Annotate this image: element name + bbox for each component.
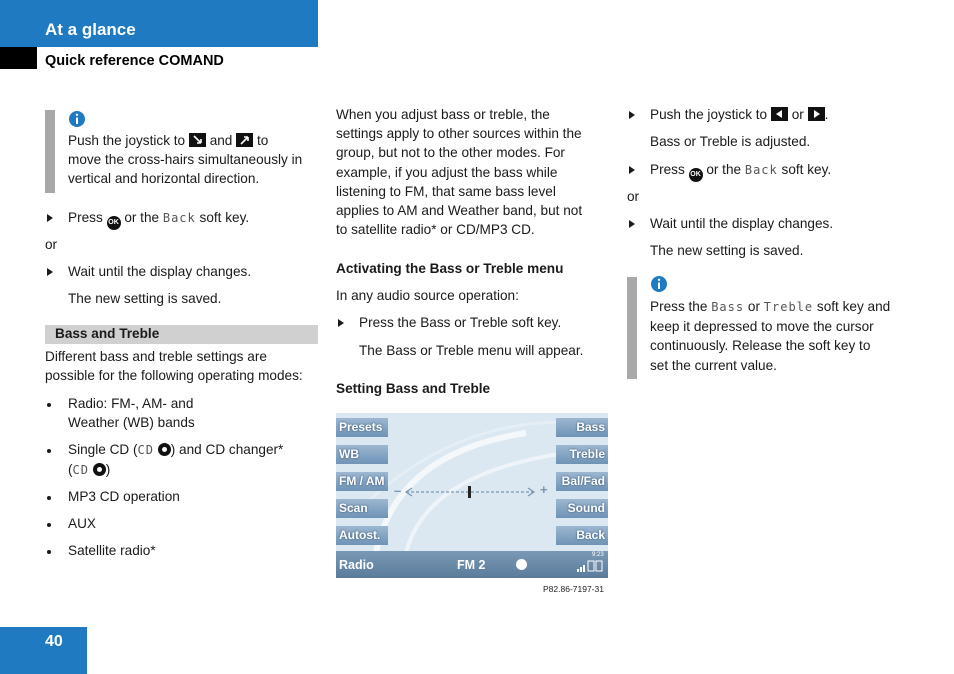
bullet-dot <box>47 403 51 407</box>
ok-button-icon: OK <box>107 216 121 230</box>
heading-activating: Activating the Bass or Treble menu <box>336 261 564 276</box>
joystick-diag-up-icon <box>236 133 253 147</box>
info-text: to <box>256 133 269 148</box>
back-softkey-label: Back <box>162 211 196 225</box>
info-text: vertical and horizontal direction. <box>68 171 260 187</box>
display-softkey-back: Back <box>556 526 608 545</box>
display-status-bar <box>336 551 608 578</box>
step-wait: Wait until the display changes. <box>68 264 252 279</box>
step-menu-appears: The Bass or Treble menu will appear. <box>359 343 584 358</box>
joystick-right-icon <box>808 107 825 121</box>
step-wait: Wait until the display changes. <box>650 216 834 231</box>
step-arrow-icon <box>629 111 635 119</box>
display-softkey-presets: Presets <box>336 418 388 437</box>
mode-radio: Radio: FM-, AM- and Weather (WB) bands <box>68 396 195 431</box>
mode-satellite: Satellite radio* <box>68 543 156 558</box>
page-number: 40 <box>45 633 63 650</box>
info-icon <box>68 110 86 128</box>
display-softkey-sound: Sound <box>556 499 608 518</box>
joystick-left-icon <box>771 107 788 121</box>
bass-treble-explanation: When you adjust bass or treble, the settings apply to other sources within the group, but not to the other modes. For example, if you adjust the bass while listening to FM, that same bass level applies to AM and Weather band, but not to satellite radio* or CD/MP3 CD. <box>336 107 583 238</box>
display-band-label: FM 2 <box>457 558 486 572</box>
bullet-dot <box>47 523 51 527</box>
display-softkey-bass: Bass <box>556 418 608 437</box>
display-softkey-balfad: Bal/Fad <box>556 472 608 491</box>
section-title: Bass and Treble <box>55 326 160 341</box>
step-result: The new setting is saved. <box>68 291 222 306</box>
mode-cd: Single CD (CD ) and CD changer* (CD ) <box>68 442 284 478</box>
or-text: or <box>627 189 640 204</box>
info-note-2: Press the Bass or Treble soft key and keep it depressed to move the cursor continuously. Release the soft key to set the current value. <box>650 299 891 373</box>
step-arrow-icon <box>47 268 53 276</box>
info-bar <box>45 110 55 193</box>
step-press-bass: Press the Bass or Treble soft key. <box>359 315 562 330</box>
step-press-back: Press OK or the Back soft key. <box>68 208 249 230</box>
ok-button-icon: OK <box>689 168 703 182</box>
info-text: and <box>209 133 233 148</box>
page-title: At a glance <box>45 20 136 39</box>
back-softkey-label: Back <box>744 163 778 177</box>
joystick-diag-down-icon <box>189 133 206 147</box>
cd-icon <box>158 443 171 456</box>
bullet-dot <box>47 449 51 453</box>
signal-strength-icon <box>577 560 605 572</box>
slider-plus: + <box>540 482 548 497</box>
step-result: Bass or Treble is adjusted. <box>650 134 811 149</box>
step-arrow-icon <box>629 166 635 174</box>
mode-mp3: MP3 CD operation <box>68 489 180 504</box>
slider-minus: – <box>394 483 402 498</box>
cd-changer-icon <box>93 463 106 476</box>
info-bar <box>627 277 637 379</box>
page-number-box <box>0 627 87 674</box>
step-press-back: Press OK or the Back soft key. <box>650 160 831 182</box>
comand-display-image <box>336 413 608 578</box>
display-softkey-scan: Scan <box>336 499 388 518</box>
bass-softkey-label: Bass <box>711 300 745 314</box>
info-text: Push the joystick to <box>68 133 186 148</box>
bullet-dot <box>47 496 51 500</box>
display-disc-icon <box>516 559 527 570</box>
modes-intro: Different bass and treble settings are possible for the following operating modes: <box>45 349 303 384</box>
step-push-joystick: Push the joystick to or . <box>650 107 829 122</box>
display-clock: 9:23 <box>592 552 604 558</box>
or-text: or <box>45 237 58 252</box>
subtitle-marker <box>0 47 37 69</box>
mode-aux: AUX <box>68 516 96 531</box>
display-softkey-treble: Treble <box>556 445 608 464</box>
display-source-label: Radio <box>339 558 374 572</box>
display-softkey-wb: WB <box>336 445 388 464</box>
info-note-1 <box>68 131 318 189</box>
heading-setting: Setting Bass and Treble <box>336 381 491 396</box>
step-arrow-icon <box>629 220 635 228</box>
treble-softkey-label: Treble <box>763 300 814 314</box>
display-softkey-fmam: FM / AM <box>336 472 388 491</box>
bullet-dot <box>47 550 51 554</box>
step-arrow-icon <box>338 319 344 327</box>
info-icon <box>650 275 668 293</box>
any-source-text: In any audio source operation: <box>336 288 519 303</box>
step-result: The new setting is saved. <box>650 243 804 258</box>
image-reference-code: P82.86-7197-31 <box>543 584 604 594</box>
display-softkey-autost: Autost. <box>336 526 388 545</box>
step-arrow-icon <box>47 214 53 222</box>
bass-slider <box>404 485 546 499</box>
info-text: move the cross-hairs simultaneously in <box>68 152 303 168</box>
page-subtitle: Quick reference COMAND <box>45 53 224 69</box>
